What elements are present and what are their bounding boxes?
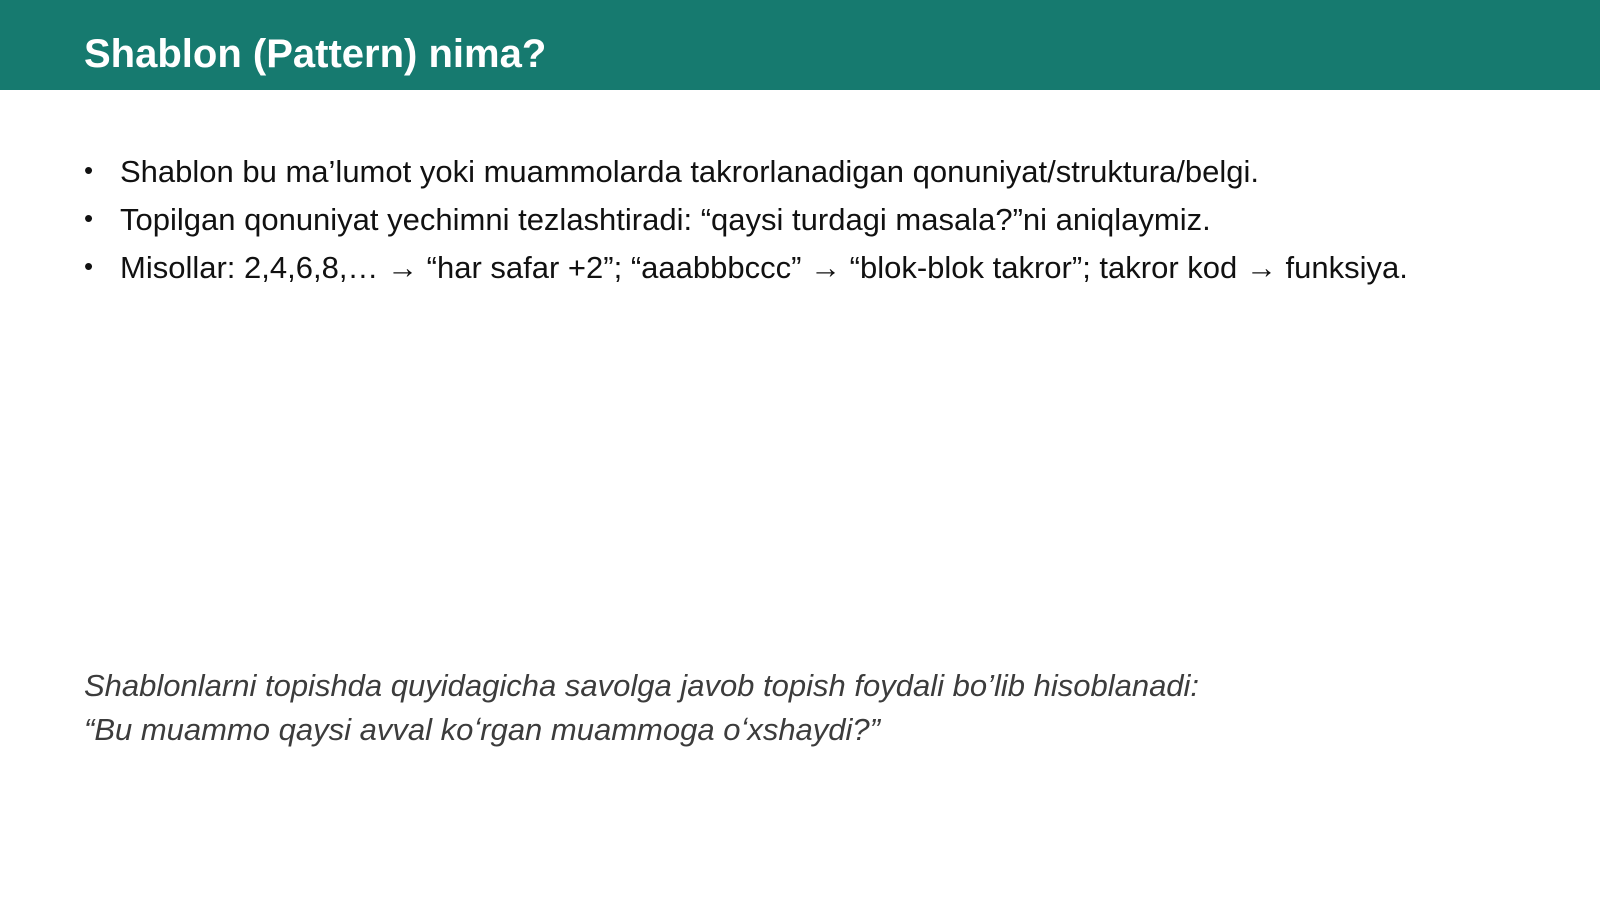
bullet-list [84, 148, 1424, 292]
bullet-item [84, 148, 1424, 196]
italic-note [84, 664, 1484, 752]
note-line-2: “Bu muammo qaysi avval koʻrgan muammoga oʻxshaydi?” [84, 712, 880, 747]
slide-title: Shablon (Pattern) nima? [84, 32, 547, 76]
bullet-icon: • [84, 203, 94, 233]
bullet-item [84, 244, 1424, 292]
bullet-text: Topilgan qonuniyat yechimni tezlashtiradi: “qaysi turdagi masala?”ni aniqlaymiz. [120, 202, 1211, 237]
bullet-icon: • [84, 251, 94, 281]
bullet-icon: • [84, 155, 94, 185]
bullet-item [84, 196, 1424, 244]
bullet-text: Misollar: 2,4,6,8,… → “har safar +2”; “aaabbbccc” → “blok-blok takror”; takror kod → funksiya. [120, 250, 1408, 285]
bullet-text: Shablon bu ma’lumot yoki muammolarda takrorlanadigan qonuniyat/struktura/belgi. [120, 154, 1260, 189]
note-line-1: Shablonlarni topishda quyidagicha savolga javob topish foydali bo’lib hisoblanadi: [84, 668, 1200, 703]
title-bar [0, 0, 1600, 90]
